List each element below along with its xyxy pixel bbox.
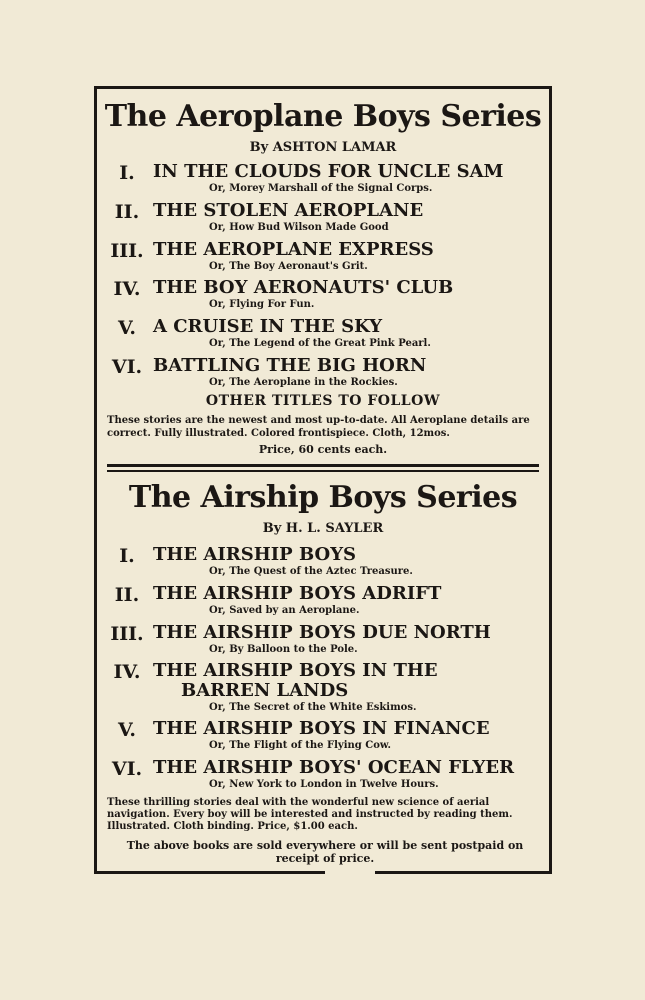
book-title: THE AIRSHIP BOYS IN FINANCE [153, 718, 490, 739]
book-title: THE AIRSHIP BOYS [153, 544, 357, 565]
series-description: These stories are the newest and most up-to-date. All Aeroplane details are correct. Fully illustrated. Colored frontispiece. Cloth, 12mos. [107, 415, 530, 439]
series-title: The Aeroplane Boys Series [104, 99, 542, 134]
book-subtitle: Or, Morey Marshall of the Signal Corps. [209, 183, 433, 194]
book-numeral: V. [117, 317, 137, 339]
book-numeral: II. [114, 201, 140, 223]
book-title: THE AIRSHIP BOYS DUE NORTH [153, 622, 491, 643]
book-subtitle: Or, The Secret of the White Eskimos. [209, 702, 417, 713]
book-subtitle: Or, The Aeroplane in the Rockies. [209, 377, 398, 388]
book-numeral: VI. [111, 758, 143, 780]
book-numeral: I. [119, 162, 135, 184]
footer-note: The above books are sold everywhere or will be sent postpaid on receipt of price. [126, 839, 524, 865]
series-author: By H. L. SAYLER [262, 521, 384, 536]
bottom-ornament [325, 871, 375, 874]
book-subtitle: Or, Saved by an Aeroplane. [209, 605, 360, 616]
book-title: BATTLING THE BIG HORN [153, 355, 427, 376]
book-numeral: III. [110, 240, 144, 262]
series-price: Price, $1.00 each. [257, 821, 358, 832]
book-subtitle: Or, The Quest of the Aztec Treasure. [209, 566, 413, 577]
book-title: THE AIRSHIP BOYS ADRIFT [153, 583, 442, 604]
book-title: THE AEROPLANE EXPRESS [153, 239, 434, 260]
book-subtitle: Or, The Boy Aeronaut's Grit. [209, 261, 368, 272]
series-description: These thrilling stories deal with the wonderful new science of aerial navigation. Every boy will be interested and instructed by reading them. Illustrated. Cloth binding. Price, $1.00 each. [107, 797, 513, 832]
book-numeral: II. [114, 584, 140, 606]
section-divider [107, 464, 539, 472]
other-titles-note: OTHER TITLES TO FOLLOW [205, 393, 441, 409]
book-title: IN THE CLOUDS FOR UNCLE SAM [153, 161, 504, 182]
book-numeral: VI. [111, 356, 143, 378]
series-title: The Airship Boys Series [128, 480, 518, 515]
book-title-continued: BARREN LANDS [181, 680, 349, 701]
book-title: THE AIRSHIP BOYS' OCEAN FLYER [153, 757, 515, 778]
book-subtitle: Or, Flying For Fun. [209, 299, 315, 310]
book-subtitle: Or, By Balloon to the Pole. [209, 644, 358, 655]
book-subtitle: Or, New York to London in Twelve Hours. [209, 779, 439, 790]
book-numeral: IV. [113, 278, 141, 300]
book-subtitle: Or, The Flight of the Flying Cow. [209, 740, 391, 751]
book-numeral: IV. [113, 661, 141, 683]
book-title: THE BOY AERONAUTS' CLUB [153, 277, 454, 298]
book-numeral: I. [119, 545, 135, 567]
book-subtitle: Or, How Bud Wilson Made Good [209, 222, 389, 233]
book-subtitle: Or, The Legend of the Great Pink Pearl. [209, 338, 431, 349]
advertisement-frame [94, 86, 552, 874]
series-author: By ASHTON LAMAR [249, 140, 397, 155]
book-numeral: V. [117, 719, 137, 741]
book-title: THE AIRSHIP BOYS IN THE [153, 660, 438, 681]
book-title: THE STOLEN AEROPLANE [153, 200, 424, 221]
series-price: Price, 60 cents each. [258, 443, 388, 456]
book-numeral: III. [110, 623, 144, 645]
book-title: A CRUISE IN THE SKY [153, 316, 383, 337]
